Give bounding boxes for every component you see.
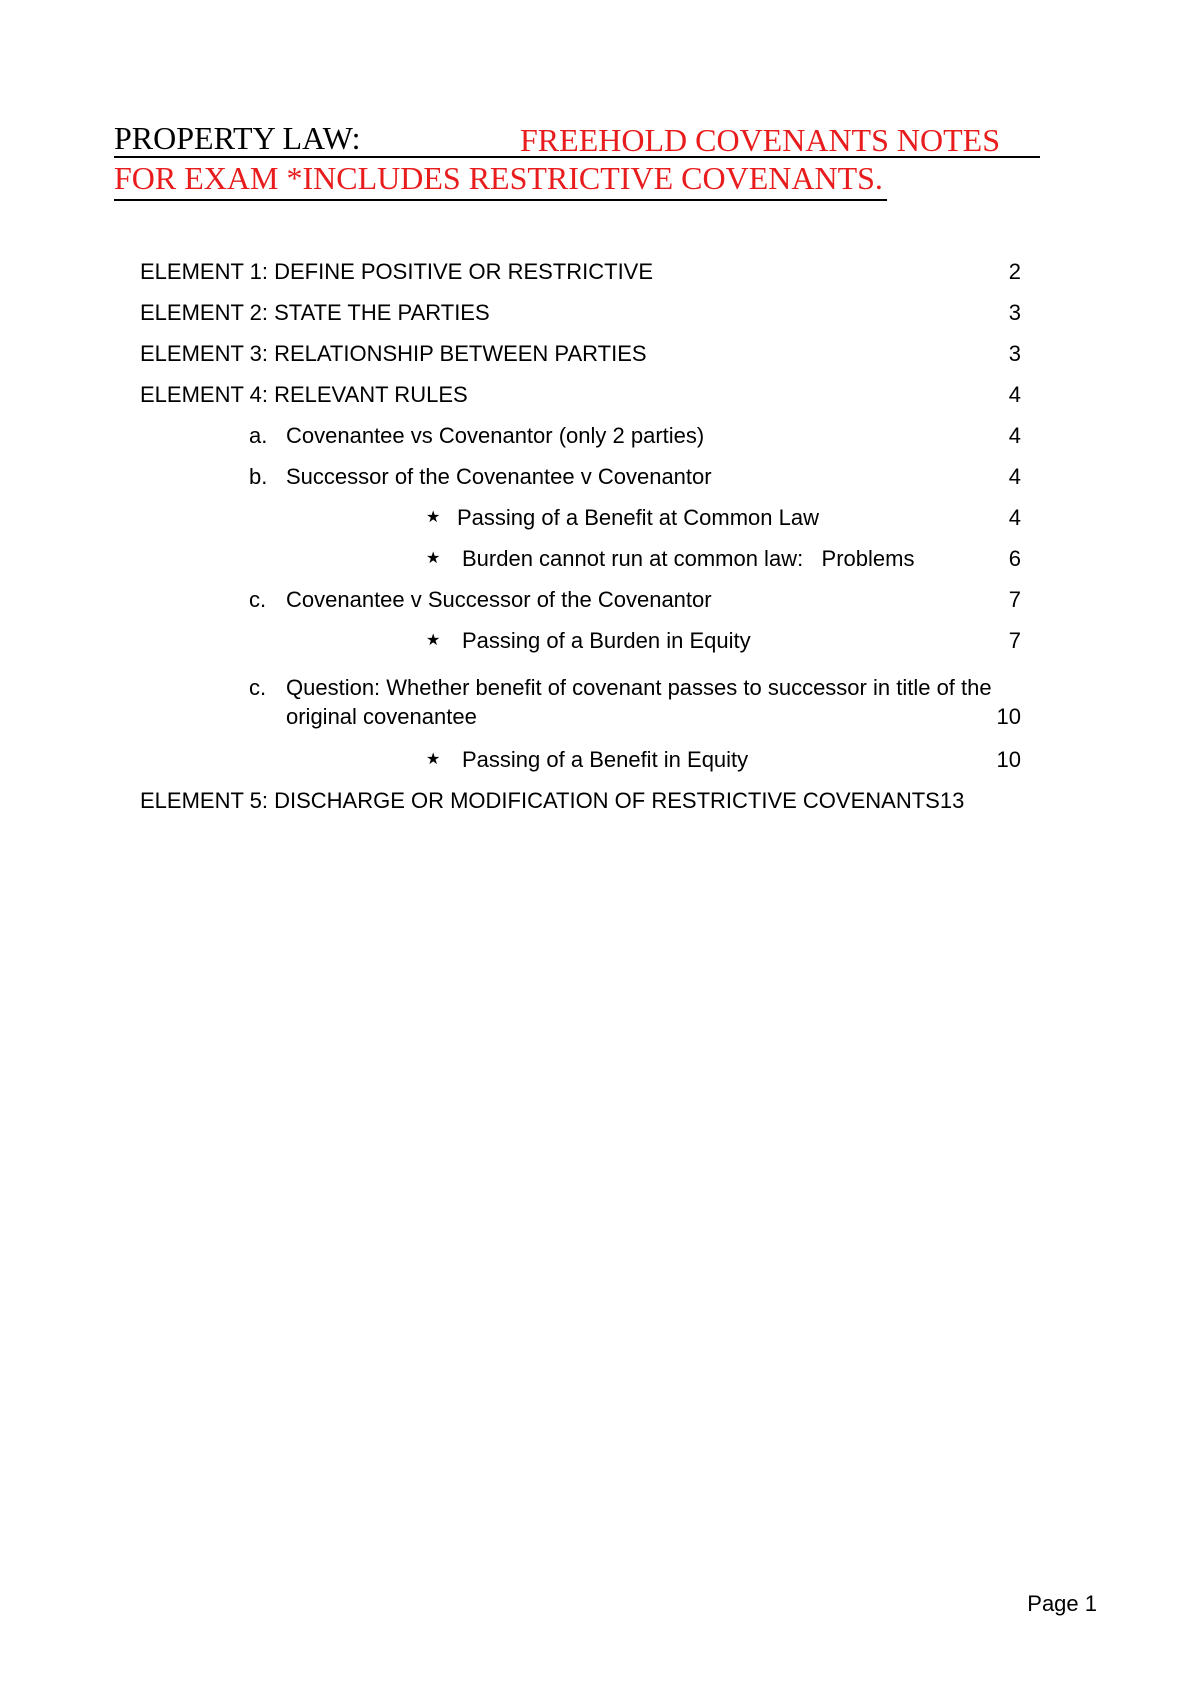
toc-item-question-line-2: original covenantee (286, 704, 477, 729)
toc-page-number: 4 (1008, 464, 1021, 489)
toc-element-1: ELEMENT 1: DEFINE POSITIVE OR RESTRICTIVE (140, 259, 654, 284)
toc-page-number: 7 (1008, 628, 1021, 653)
toc-item-a: Covenantee vs Covenantor (only 2 parties) (286, 423, 705, 448)
toc-page-number: 10 (996, 747, 1021, 772)
toc-item-question-line-1: Question: Whether benefit of covenant passes to successor in title of the (286, 675, 992, 700)
toc-page-number: 4 (1008, 505, 1021, 530)
toc-page-number: 4 (1008, 382, 1021, 407)
toc-item-b: Successor of the Covenantee v Covenantor (286, 464, 712, 489)
toc-item-label: b. (249, 464, 268, 489)
star-bullet-icon: ★ (426, 550, 441, 567)
toc-element-2: ELEMENT 2: STATE THE PARTIES (140, 300, 490, 325)
title-subject: PROPERTY LAW: (114, 120, 361, 156)
title-topic: FREEHOLD COVENANTS NOTES (520, 122, 1000, 158)
toc-page-number: 3 (1008, 300, 1021, 325)
toc-item-label: a. (249, 423, 268, 448)
toc-element-3: ELEMENT 3: RELATIONSHIP BETWEEN PARTIES (140, 341, 647, 366)
toc-subitem-burden-equity: Passing of a Burden in Equity (462, 628, 751, 653)
toc-subitem-benefit-common-law: Passing of a Benefit at Common Law (457, 505, 819, 530)
toc-subitem-burden-common-law: Burden cannot run at common law: Problems (462, 546, 915, 571)
title-subtitle: FOR EXAM *INCLUDES RESTRICTIVE COVENANTS. (114, 160, 887, 201)
toc-item-label: c. (249, 587, 267, 612)
star-bullet-icon: ★ (426, 632, 441, 649)
toc-page-number: 7 (1008, 587, 1021, 612)
toc-element-5: ELEMENT 5: DISCHARGE OR MODIFICATION OF RESTRICTIVE COVENANTS13 (140, 788, 965, 813)
title-line-1 (114, 118, 1040, 158)
toc-element-4: ELEMENT 4: RELEVANT RULES (140, 382, 468, 407)
document-title (114, 118, 1040, 201)
toc-page-number: 2 (1008, 259, 1021, 284)
star-bullet-icon: ★ (426, 509, 441, 526)
star-bullet-icon: ★ (426, 751, 441, 768)
page-number-footer: Page 1 (1027, 1591, 1097, 1616)
toc-page-number: 6 (1008, 546, 1021, 571)
toc-item-label: c. (249, 675, 267, 700)
toc-page-number: 10 (996, 704, 1021, 729)
toc-item-c: Covenantee v Successor of the Covenantor (286, 587, 712, 612)
toc-subitem-benefit-equity: Passing of a Benefit in Equity (462, 747, 749, 772)
toc-page-number: 3 (1008, 341, 1021, 366)
toc-page-number: 4 (1008, 423, 1021, 448)
